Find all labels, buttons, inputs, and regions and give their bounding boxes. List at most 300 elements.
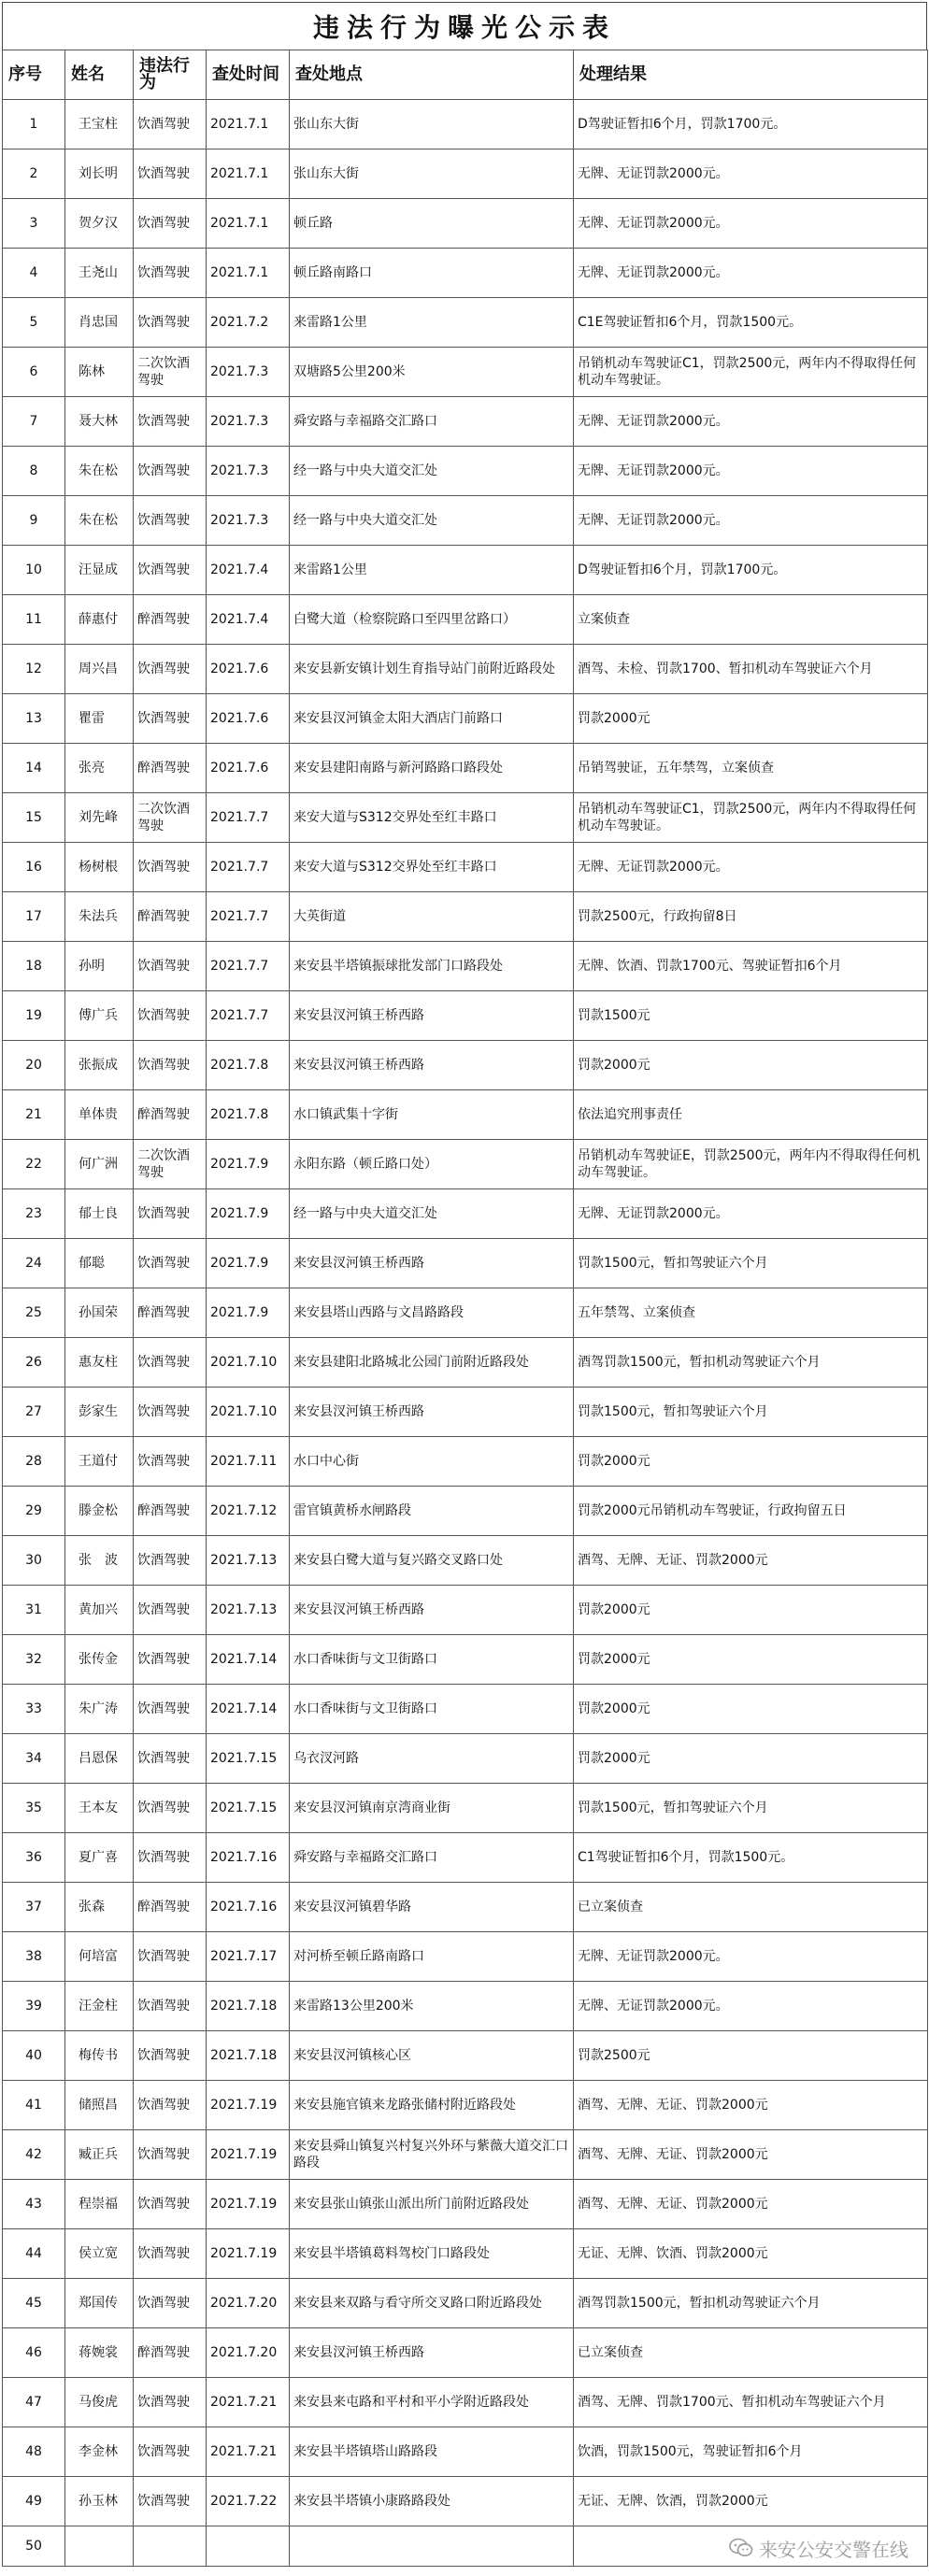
table-row [3, 2279, 928, 2328]
table-row [3, 793, 928, 843]
row-result: 酒驾、无牌、无证、罚款2000元 [574, 2081, 928, 2130]
row-violation: 醉酒驾驶 [134, 2328, 207, 2378]
row-result: 罚款2000元 [574, 1437, 928, 1487]
row-date: 2021.7.7 [207, 942, 290, 991]
row-name: 蒋婉裳 [65, 2328, 134, 2378]
row-violation: 饮酒驾驶 [134, 1536, 207, 1586]
row-violation: 饮酒驾驶 [134, 2180, 207, 2229]
row-violation: 饮酒驾驶 [134, 2229, 207, 2279]
row-location: 来雷路13公里200米 [290, 1982, 574, 2031]
row-name: 王宝柱 [65, 100, 134, 149]
row-location: 来安县塔山西路与文昌路路段 [290, 1288, 574, 1338]
row-no: 4 [3, 249, 65, 298]
row-violation: 饮酒驾驶 [134, 1189, 207, 1239]
row-date: 2021.7.13 [207, 1536, 290, 1586]
row-date: 2021.7.10 [207, 1388, 290, 1437]
row-result: 依法追究刑事责任 [574, 1090, 928, 1140]
row-result: 无证、无牌、饮酒、罚款2000元 [574, 2229, 928, 2279]
row-name: 郑国传 [65, 2279, 134, 2328]
row-name: 刘长明 [65, 149, 134, 199]
row-violation: 醉酒驾驶 [134, 744, 207, 793]
header-date: 查处时间 [207, 50, 290, 100]
row-name: 程崇福 [65, 2180, 134, 2229]
row-result: 罚款2000元吊销机动车驾驶证，行政拘留五日 [574, 1487, 928, 1536]
table-row [3, 2477, 928, 2526]
row-location: 张山东大街 [290, 100, 574, 149]
row-date: 2021.7.19 [207, 2130, 290, 2180]
row-location: 顿丘路南路口 [290, 249, 574, 298]
row-result: 已立案侦查 [574, 1883, 928, 1932]
row-violation: 饮酒驾驶 [134, 496, 207, 546]
row-no: 25 [3, 1288, 65, 1338]
table-row [3, 2229, 928, 2279]
row-violation: 饮酒驾驶 [134, 1239, 207, 1288]
row-result: 吊销机动车驾驶证E，罚款2500元，两年内不得取得任何机动车驾驶证。 [574, 1140, 928, 1189]
row-name: 王道付 [65, 1437, 134, 1487]
row-violation: 饮酒驾驶 [134, 397, 207, 447]
row-location: 大英街道 [290, 892, 574, 942]
row-name: 彭家生 [65, 1388, 134, 1437]
row-name: 王本友 [65, 1784, 134, 1833]
row-date: 2021.7.7 [207, 892, 290, 942]
row-date: 2021.7.4 [207, 546, 290, 595]
row-result: 无牌、无证罚款2000元。 [574, 199, 928, 249]
row-date: 2021.7.1 [207, 249, 290, 298]
row-result: 罚款1500元，暂扣驾驶证六个月 [574, 1784, 928, 1833]
row-violation: 饮酒驾驶 [134, 1586, 207, 1635]
row-name: 肖忠国 [65, 298, 134, 348]
row-no: 33 [3, 1685, 65, 1734]
row-no: 15 [3, 793, 65, 843]
wechat-icon [729, 2538, 753, 2558]
row-name: 傅广兵 [65, 991, 134, 1041]
row-name: 周兴昌 [65, 645, 134, 694]
row-no: 16 [3, 843, 65, 892]
row-result: 无牌、无证罚款2000元。 [574, 249, 928, 298]
row-name: 朱法兵 [65, 892, 134, 942]
row-date: 2021.7.15 [207, 1734, 290, 1784]
table-row [3, 1932, 928, 1982]
row-violation: 饮酒驾驶 [134, 1784, 207, 1833]
row-name: 梅传书 [65, 2031, 134, 2081]
table-row [3, 595, 928, 645]
row-result: 无牌、无证罚款2000元。 [574, 843, 928, 892]
row-name: 黄加兴 [65, 1586, 134, 1635]
row-result: 罚款2000元 [574, 694, 928, 744]
row-name: 张森 [65, 1883, 134, 1932]
row-result: 罚款2000元 [574, 1734, 928, 1784]
table-row [3, 199, 928, 249]
table-row [3, 249, 928, 298]
table-row [3, 991, 928, 1041]
table-row [3, 645, 928, 694]
row-location: 乌衣汊河路 [290, 1734, 574, 1784]
row-no: 20 [3, 1041, 65, 1090]
row-date: 2021.7.19 [207, 2229, 290, 2279]
row-no: 48 [3, 2427, 65, 2477]
row-no: 29 [3, 1487, 65, 1536]
table-row [3, 348, 928, 397]
table-row [3, 1833, 928, 1883]
row-name: 吕恩保 [65, 1734, 134, 1784]
table-row [3, 694, 928, 744]
row-no: 37 [3, 1883, 65, 1932]
row-date: 2021.7.19 [207, 2081, 290, 2130]
row-no: 50 [3, 2526, 65, 2567]
row-date: 2021.7.9 [207, 1189, 290, 1239]
row-violation: 醉酒驾驶 [134, 595, 207, 645]
row-no: 32 [3, 1635, 65, 1685]
row-no: 1 [3, 100, 65, 149]
row-location: 来安县汊河镇王桥西路 [290, 991, 574, 1041]
table-row [3, 1685, 928, 1734]
row-no: 7 [3, 397, 65, 447]
row-name: 惠友柱 [65, 1338, 134, 1388]
row-name: 王尧山 [65, 249, 134, 298]
row-result: 酒驾、无牌、罚款1700元、暂扣机动车驾驶证六个月 [574, 2378, 928, 2427]
row-result: D驾驶证暂扣6个月，罚款1700元。 [574, 100, 928, 149]
row-no: 19 [3, 991, 65, 1041]
page-title: 违法行为曝光公示表 [2, 2, 927, 50]
row-location: 舜安路与幸福路交汇路口 [290, 397, 574, 447]
row-name: 李金林 [65, 2427, 134, 2477]
row-no: 2 [3, 149, 65, 199]
row-result: 无牌、无证罚款2000元。 [574, 1932, 928, 1982]
row-no: 35 [3, 1784, 65, 1833]
row-location: 水口香味街与文卫街路口 [290, 1685, 574, 1734]
row-date: 2021.7.14 [207, 1635, 290, 1685]
row-name: 瞿雷 [65, 694, 134, 744]
row-date: 2021.7.6 [207, 645, 290, 694]
row-result: 罚款2000元 [574, 1685, 928, 1734]
row-violation: 饮酒驾驶 [134, 2477, 207, 2526]
row-violation: 饮酒驾驶 [134, 1388, 207, 1437]
row-location: 经一路与中央大道交汇处 [290, 496, 574, 546]
row-violation: 醉酒驾驶 [134, 1883, 207, 1932]
row-location: 来安县建阳北路城北公园门前附近路段处 [290, 1338, 574, 1388]
row-result: 酒驾、未检、罚款1700、暂扣机动车驾驶证六个月 [574, 645, 928, 694]
row-location: 来安县新安镇计划生育指导站门前附近路段处 [290, 645, 574, 694]
row-no: 44 [3, 2229, 65, 2279]
header-name: 姓名 [65, 50, 134, 100]
row-date: 2021.7.7 [207, 991, 290, 1041]
row-result: 罚款1500元 [574, 991, 928, 1041]
row-no: 27 [3, 1388, 65, 1437]
row-location: 来安县汊河镇碧华路 [290, 1883, 574, 1932]
row-violation: 饮酒驾驶 [134, 2279, 207, 2328]
row-result: 无牌、饮酒、罚款1700元、驾驶证暂扣6个月 [574, 942, 928, 991]
row-name: 夏广喜 [65, 1833, 134, 1883]
row-no: 49 [3, 2477, 65, 2526]
row-name: 张亮 [65, 744, 134, 793]
table-row [3, 1784, 928, 1833]
row-location: 来安县汊河镇金太阳大酒店门前路口 [290, 694, 574, 744]
row-name: 朱在松 [65, 496, 134, 546]
row-date: 2021.7.4 [207, 595, 290, 645]
row-result: 酒驾罚款1500元，暂扣机动驾驶证六个月 [574, 1338, 928, 1388]
row-location: 来安县来屯路和平村和平小学附近路段处 [290, 2378, 574, 2427]
row-violation: 二次饮酒驾驶 [134, 793, 207, 843]
row-date: 2021.7.17 [207, 1932, 290, 1982]
table-row [3, 2130, 928, 2180]
row-no: 11 [3, 595, 65, 645]
row-no: 34 [3, 1734, 65, 1784]
row-location: 水口镇武集十字街 [290, 1090, 574, 1140]
row-date: 2021.7.9 [207, 1140, 290, 1189]
row-name: 汪金柱 [65, 1982, 134, 2031]
row-location: 双塘路5公里200米 [290, 348, 574, 397]
row-date: 2021.7.18 [207, 2031, 290, 2081]
row-location: 来安县半塔镇葛料驾校门口路段处 [290, 2229, 574, 2279]
row-result: 无牌、无证罚款2000元。 [574, 447, 928, 496]
row-location: 来安县舜山镇复兴村复兴外环与紫薇大道交汇口路段 [290, 2130, 574, 2180]
row-location: 来安县半塔镇小康路路段处 [290, 2477, 574, 2526]
row-no: 18 [3, 942, 65, 991]
row-no: 13 [3, 694, 65, 744]
table-row [3, 149, 928, 199]
row-location: 对河桥至顿丘路南路口 [290, 1932, 574, 1982]
table-row [3, 1041, 928, 1090]
table-row [3, 2031, 928, 2081]
row-date: 2021.7.3 [207, 397, 290, 447]
row-result: C1E驾驶证暂扣6个月，罚款1500元。 [574, 298, 928, 348]
row-location: 顿丘路 [290, 199, 574, 249]
table-row [3, 1437, 928, 1487]
row-violation: 醉酒驾驶 [134, 1487, 207, 1536]
row-violation: 饮酒驾驶 [134, 2378, 207, 2427]
row-no: 17 [3, 892, 65, 942]
row-date: 2021.7.6 [207, 744, 290, 793]
row-no: 46 [3, 2328, 65, 2378]
row-no: 21 [3, 1090, 65, 1140]
row-location: 经一路与中央大道交汇处 [290, 1189, 574, 1239]
row-location: 来安县来双路与看守所交叉路口附近路段处 [290, 2279, 574, 2328]
row-name: 储照昌 [65, 2081, 134, 2130]
row-name: 薛惠付 [65, 595, 134, 645]
row-location: 来安大道与S312交界处至红丰路口 [290, 793, 574, 843]
row-violation: 饮酒驾驶 [134, 1734, 207, 1784]
table-row [3, 2081, 928, 2130]
row-location: 雷官镇黄桥水闸路段 [290, 1487, 574, 1536]
row-violation: 饮酒驾驶 [134, 298, 207, 348]
row-no: 31 [3, 1586, 65, 1635]
row-result: 酒驾、无牌、无证、罚款2000元 [574, 2180, 928, 2229]
row-violation: 饮酒驾驶 [134, 1685, 207, 1734]
table-row [3, 1338, 928, 1388]
row-location: 来安县张山镇张山派出所门前附近路段处 [290, 2180, 574, 2229]
row-no: 12 [3, 645, 65, 694]
row-result: 罚款2500元 [574, 2031, 928, 2081]
row-no: 3 [3, 199, 65, 249]
table-row [3, 1189, 928, 1239]
row-violation: 饮酒驾驶 [134, 1982, 207, 2031]
row-violation: 饮酒驾驶 [134, 249, 207, 298]
row-date: 2021.7.6 [207, 694, 290, 744]
row-no: 30 [3, 1536, 65, 1586]
row-result: 吊销机动车驾驶证C1，罚款2500元，两年内不得取得任何机动车驾驶证。 [574, 348, 928, 397]
row-result: 酒驾、无牌、无证、罚款2000元 [574, 2130, 928, 2180]
row-no: 36 [3, 1833, 65, 1883]
table-row [3, 843, 928, 892]
table-row [3, 2328, 928, 2378]
table-row [3, 1883, 928, 1932]
row-name: 聂大林 [65, 397, 134, 447]
table-row [3, 1586, 928, 1635]
row-name: 贺夕汉 [65, 199, 134, 249]
row-date: 2021.7.21 [207, 2378, 290, 2427]
row-date: 2021.7.19 [207, 2180, 290, 2229]
row-location: 永阳东路（顿丘路口处） [290, 1140, 574, 1189]
row-violation: 饮酒驾驶 [134, 1041, 207, 1090]
row-date: 2021.7.11 [207, 1437, 290, 1487]
table-row [3, 744, 928, 793]
row-location: 来安县汊河镇王桥西路 [290, 1586, 574, 1635]
row-violation: 饮酒驾驶 [134, 546, 207, 595]
row-no: 38 [3, 1932, 65, 1982]
row-no: 43 [3, 2180, 65, 2229]
table-row [3, 1288, 928, 1338]
row-date [207, 2526, 290, 2567]
row-result: 无牌、无证罚款2000元。 [574, 496, 928, 546]
row-no: 24 [3, 1239, 65, 1288]
row-result: 无牌、无证罚款2000元。 [574, 397, 928, 447]
row-date: 2021.7.22 [207, 2477, 290, 2526]
table-row [3, 1090, 928, 1140]
row-violation: 饮酒驾驶 [134, 2130, 207, 2180]
row-name: 滕金松 [65, 1487, 134, 1536]
row-result: 饮酒，罚款1500元，驾驶证暂扣6个月 [574, 2427, 928, 2477]
row-name: 何广洲 [65, 1140, 134, 1189]
row-no: 41 [3, 2081, 65, 2130]
row-violation: 饮酒驾驶 [134, 1338, 207, 1388]
row-location: 来安大道与S312交界处至红丰路口 [290, 843, 574, 892]
header-violation: 违法行为 [134, 50, 207, 100]
row-date: 2021.7.15 [207, 1784, 290, 1833]
row-no: 42 [3, 2130, 65, 2180]
row-location: 来安县建阳南路与新河路路口路段处 [290, 744, 574, 793]
row-location: 来雷路1公里 [290, 546, 574, 595]
row-violation: 饮酒驾驶 [134, 2031, 207, 2081]
row-result: 罚款1500元，暂扣驾驶证六个月 [574, 1239, 928, 1288]
row-result: 罚款2000元 [574, 1635, 928, 1685]
row-no: 28 [3, 1437, 65, 1487]
row-name: 朱广涛 [65, 1685, 134, 1734]
row-date: 2021.7.1 [207, 149, 290, 199]
table-header-row [3, 50, 928, 100]
row-no: 39 [3, 1982, 65, 2031]
row-violation: 饮酒驾驶 [134, 694, 207, 744]
row-date: 2021.7.7 [207, 843, 290, 892]
row-violation: 饮酒驾驶 [134, 645, 207, 694]
row-result: 酒驾罚款1500元，暂扣机动驾驶证六个月 [574, 2279, 928, 2328]
row-date: 2021.7.1 [207, 100, 290, 149]
row-no: 9 [3, 496, 65, 546]
header-no: 序号 [3, 50, 65, 100]
row-date: 2021.7.9 [207, 1288, 290, 1338]
row-no: 47 [3, 2378, 65, 2427]
row-date: 2021.7.20 [207, 2328, 290, 2378]
row-result: 罚款2000元 [574, 1041, 928, 1090]
table-row [3, 100, 928, 149]
table-row [3, 2378, 928, 2427]
row-violation: 饮酒驾驶 [134, 991, 207, 1041]
row-violation: 饮酒驾驶 [134, 100, 207, 149]
row-no: 6 [3, 348, 65, 397]
row-result: 五年禁驾、立案侦查 [574, 1288, 928, 1338]
row-date: 2021.7.9 [207, 1239, 290, 1288]
table-row [3, 1140, 928, 1189]
row-result: 已立案侦查 [574, 2328, 928, 2378]
row-violation: 饮酒驾驶 [134, 1437, 207, 1487]
row-location: 来安县汊河镇核心区 [290, 2031, 574, 2081]
row-location: 来安县汊河镇南京湾商业街 [290, 1784, 574, 1833]
row-result: C1驾驶证暂扣6个月，罚款1500元。 [574, 1833, 928, 1883]
row-name: 郁士良 [65, 1189, 134, 1239]
watermark [729, 2534, 908, 2562]
row-no: 40 [3, 2031, 65, 2081]
table-row [3, 1239, 928, 1288]
row-date: 2021.7.20 [207, 2279, 290, 2328]
row-result: 无证、无牌、饮酒，罚款2000元 [574, 2477, 928, 2526]
row-date: 2021.7.21 [207, 2427, 290, 2477]
row-location: 来安县汊河镇王桥西路 [290, 1239, 574, 1288]
table-row [3, 1734, 928, 1784]
row-date: 2021.7.12 [207, 1487, 290, 1536]
row-name: 何培富 [65, 1932, 134, 1982]
row-date: 2021.7.18 [207, 1982, 290, 2031]
row-result: 吊销驾驶证，五年禁驾，立案侦查 [574, 744, 928, 793]
row-date: 2021.7.16 [207, 1883, 290, 1932]
row-result: 罚款1500元，暂扣驾驶证六个月 [574, 1388, 928, 1437]
row-result: 罚款2000元 [574, 1586, 928, 1635]
row-violation: 饮酒驾驶 [134, 149, 207, 199]
row-location: 来安县汊河镇王桥西路 [290, 1388, 574, 1437]
row-location: 来安县施官镇来龙路张储村附近路段处 [290, 2081, 574, 2130]
row-date: 2021.7.8 [207, 1090, 290, 1140]
row-no: 5 [3, 298, 65, 348]
row-violation: 醉酒驾驶 [134, 1288, 207, 1338]
row-violation: 饮酒驾驶 [134, 843, 207, 892]
table-row [3, 298, 928, 348]
row-location: 来安县汊河镇王桥西路 [290, 2328, 574, 2378]
row-no: 45 [3, 2279, 65, 2328]
table-row [3, 1487, 928, 1536]
row-violation: 饮酒驾驶 [134, 942, 207, 991]
row-violation: 二次饮酒驾驶 [134, 1140, 207, 1189]
row-date: 2021.7.16 [207, 1833, 290, 1883]
row-result: 无牌、无证罚款2000元。 [574, 1982, 928, 2031]
row-location: 来安县汊河镇王桥西路 [290, 1041, 574, 1090]
row-name [65, 2526, 134, 2567]
table-row [3, 1388, 928, 1437]
row-violation: 饮酒驾驶 [134, 1833, 207, 1883]
row-result: 无牌、无证罚款2000元。 [574, 149, 928, 199]
table-row [3, 892, 928, 942]
row-no: 10 [3, 546, 65, 595]
row-location: 来雷路1公里 [290, 298, 574, 348]
table-row [3, 2427, 928, 2477]
row-name: 杨树根 [65, 843, 134, 892]
row-name: 张振成 [65, 1041, 134, 1090]
row-location: 水口中心街 [290, 1437, 574, 1487]
row-date: 2021.7.14 [207, 1685, 290, 1734]
row-violation: 醉酒驾驶 [134, 892, 207, 942]
row-name: 刘先峰 [65, 793, 134, 843]
row-violation: 醉酒驾驶 [134, 1090, 207, 1140]
row-name: 侯立宽 [65, 2229, 134, 2279]
row-result: 吊销机动车驾驶证C1，罚款2500元，两年内不得取得任何机动车驾驶证。 [574, 793, 928, 843]
row-name: 朱在松 [65, 447, 134, 496]
